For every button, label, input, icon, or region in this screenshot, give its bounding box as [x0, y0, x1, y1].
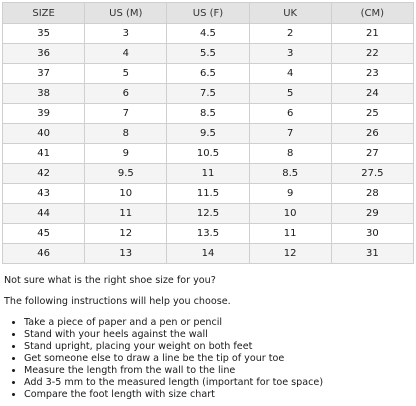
table-row: [3, 244, 414, 264]
header-uk: UK: [249, 3, 331, 24]
table-cell: 39: [3, 104, 85, 124]
table-cell: 14: [167, 244, 249, 264]
table-row: [3, 184, 414, 204]
table-cell: 23: [331, 64, 413, 84]
list-item: • Add 3-5 mm to the measured length (important for toe space): [24, 377, 414, 389]
table-row: [3, 104, 414, 124]
table-row: [3, 204, 414, 224]
table-cell: 9: [249, 184, 331, 204]
table-cell: 36: [3, 44, 85, 64]
table-cell: 21: [331, 24, 413, 44]
instructions-section: [4, 275, 414, 401]
table-row: [3, 84, 414, 104]
list-item: • Get someone else to draw a line be the tip of your toe: [24, 353, 414, 365]
table-cell: 8.5: [167, 104, 249, 124]
table-cell: 43: [3, 184, 85, 204]
table-cell: 4: [85, 44, 167, 64]
table-cell: 9: [85, 144, 167, 164]
table-cell: 7: [85, 104, 167, 124]
list-item: • Measure the length from the wall to the line: [24, 365, 414, 377]
list-item: • Stand upright, placing your weight on both feet: [24, 341, 414, 353]
table-cell: 24: [331, 84, 413, 104]
table-cell: 10: [249, 204, 331, 224]
table-cell: 13: [85, 244, 167, 264]
table-cell: 35: [3, 24, 85, 44]
table-cell: 12.5: [167, 204, 249, 224]
table-cell: 41: [3, 144, 85, 164]
table-cell: 3: [85, 24, 167, 44]
table-cell: 31: [331, 244, 413, 264]
header-us-men: US (M): [85, 3, 167, 24]
table-cell: 10.5: [167, 144, 249, 164]
table-cell: 37: [3, 64, 85, 84]
table-row: [3, 24, 414, 44]
table-cell: 8: [85, 124, 167, 144]
table-cell: 12: [249, 244, 331, 264]
table-cell: 9.5: [85, 164, 167, 184]
list-item: • Compare the foot length with size chart: [24, 389, 414, 401]
table-cell: 5.5: [167, 44, 249, 64]
table-cell: 40: [3, 124, 85, 144]
table-cell: 6.5: [167, 64, 249, 84]
table-cell: 4.5: [167, 24, 249, 44]
header-us-women: US (F): [167, 3, 249, 24]
table-cell: 46: [3, 244, 85, 264]
table-cell: 29: [331, 204, 413, 224]
table-cell: 8: [249, 144, 331, 164]
table-row: [3, 44, 414, 64]
table-row: [3, 164, 414, 184]
table-cell: 11.5: [167, 184, 249, 204]
list-item: • Take a piece of paper and a pen or pencil: [24, 317, 414, 329]
table-cell: 30: [331, 224, 413, 244]
table-row: [3, 124, 414, 144]
table-cell: 26: [331, 124, 413, 144]
table-row: [3, 64, 414, 84]
table-row: [3, 224, 414, 244]
size-question: Not sure what is the right shoe size for you?: [4, 275, 216, 286]
table-cell: 38: [3, 84, 85, 104]
list-item: • Stand with your heels against the wall: [24, 329, 414, 341]
table-cell: 22: [331, 44, 413, 64]
table-cell: 3: [249, 44, 331, 64]
table-cell: 7: [249, 124, 331, 144]
table-cell: 44: [3, 204, 85, 224]
instructions-list: [4, 317, 414, 401]
size-chart-table: [2, 2, 414, 264]
table-cell: 4: [249, 64, 331, 84]
table-row: [3, 144, 414, 164]
header-size: SIZE: [3, 3, 85, 24]
table-header-row: [3, 3, 414, 24]
table-cell: 28: [331, 184, 413, 204]
header-cm: (CM): [331, 3, 413, 24]
table-cell: 7.5: [167, 84, 249, 104]
table-cell: 42: [3, 164, 85, 184]
table-cell: 11: [167, 164, 249, 184]
table-cell: 27: [331, 144, 413, 164]
table-cell: 6: [249, 104, 331, 124]
table-cell: 5: [85, 64, 167, 84]
table-cell: 11: [85, 204, 167, 224]
table-cell: 45: [3, 224, 85, 244]
table-cell: 2: [249, 24, 331, 44]
table-cell: 11: [249, 224, 331, 244]
table-cell: 27.5: [331, 164, 413, 184]
instructions-intro: The following instructions will help you choose.: [4, 296, 231, 307]
table-cell: 13.5: [167, 224, 249, 244]
table-cell: 8.5: [249, 164, 331, 184]
table-cell: 12: [85, 224, 167, 244]
table-cell: 25: [331, 104, 413, 124]
table-cell: 5: [249, 84, 331, 104]
table-cell: 9.5: [167, 124, 249, 144]
table-cell: 6: [85, 84, 167, 104]
table-cell: 10: [85, 184, 167, 204]
